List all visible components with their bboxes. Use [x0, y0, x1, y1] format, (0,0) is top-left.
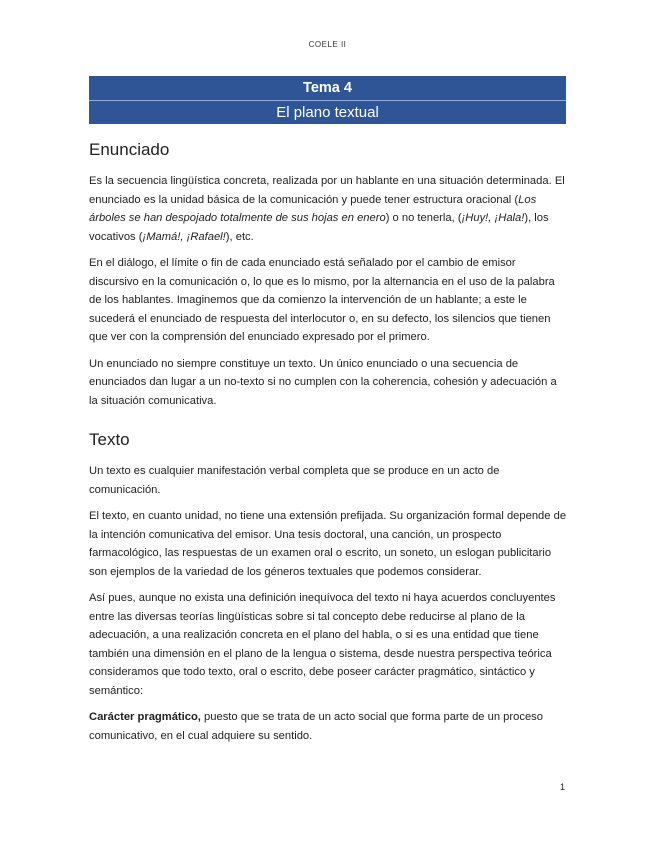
text-run: ) o no tenerla, ( — [385, 212, 462, 224]
page-number: 1 — [559, 782, 565, 792]
example-italic: ¡Huy!, ¡Hala! — [461, 212, 525, 224]
running-header: COELE II — [308, 40, 347, 49]
banner-topic-number: Tema 4 — [89, 76, 566, 101]
banner-topic-title: El plano textual — [276, 104, 379, 121]
example-italic: ¡Mamá!, ¡Rafael! — [142, 230, 226, 243]
example-italic: Los árboles se han despojado totalmente de sus hojas en enero — [89, 193, 537, 224]
text-run: ), los vocativos ( — [89, 212, 549, 243]
paragraph: Así pues, aunque no exista una definición inequívoca del texto ni haya acuerdos concluyentes entre las diversas teorías lingüísticas sobre si tal concepto debe reducirse al plano de la adecuación, a una realización concreta en el plano del habla, o si es una entidad que tiene también una dimensión en el plano de la lengua o sistema, desde nuestra perspectiva teórica consideramos que todo texto, oral o escrito, debe poseer carácter pragmático, sintáctico y semántico: — [89, 592, 556, 697]
section-heading-texto: Texto — [89, 430, 130, 449]
paragraph — [89, 708, 567, 745]
section-heading-enunciado: Enunciado — [89, 140, 170, 159]
topic-banner — [89, 76, 566, 124]
paragraph: En el diálogo, el límite o fin de cada enunciado está señalado por el cambio de emisor discursivo en la comunicación o, lo que es lo mismo, por la alternancia en el uso de la palabra de los hablantes. Imaginemos que da comienzo la intervención de un hablante; a este le sucederá el enunciado de respuesta del interlocutor o, en su defecto, los silencios que tienen que ver con la comprensión del enunciado expresado por el primero. — [89, 257, 555, 343]
document-body — [89, 138, 567, 753]
text-run: Es la secuencia lingüística concreta, realizada por un hablante en una situación determinada. El enunciado es la unidad básica de la comunicación y puede tener estructura oracional ( — [89, 175, 565, 206]
paragraph: El texto, en cuanto unidad, no tiene una extensión prefijada. Su organización formal depende de la intención comunicativa del emisor. Una tesis doctoral, una canción, un prospecto farmacológico, las respuestas de un examen oral o escrito, un soneto, un eslogan publicitario son ejemplos de la variedad de los géneros textuales que podemos considerar. — [89, 510, 567, 578]
paragraph: Un texto es cualquier manifestación verbal completa que se produce en un acto de comunicación. — [89, 465, 500, 496]
bold-term: Carácter pragmático, — [89, 711, 201, 723]
paragraph: Un enunciado no siempre constituye un texto. Un único enunciado o una secuencia de enunciados dan lugar a un no-texto si no cumplen con la coherencia, cohesión y adecuación a la situación comunicativa. — [89, 357, 557, 407]
paragraph — [89, 172, 567, 246]
text-run: puesto que se trata de un acto social que forma parte de un proceso comunicativo, en el cual adquiere su sentido. — [89, 711, 543, 742]
text-run: ), etc. — [225, 230, 254, 243]
